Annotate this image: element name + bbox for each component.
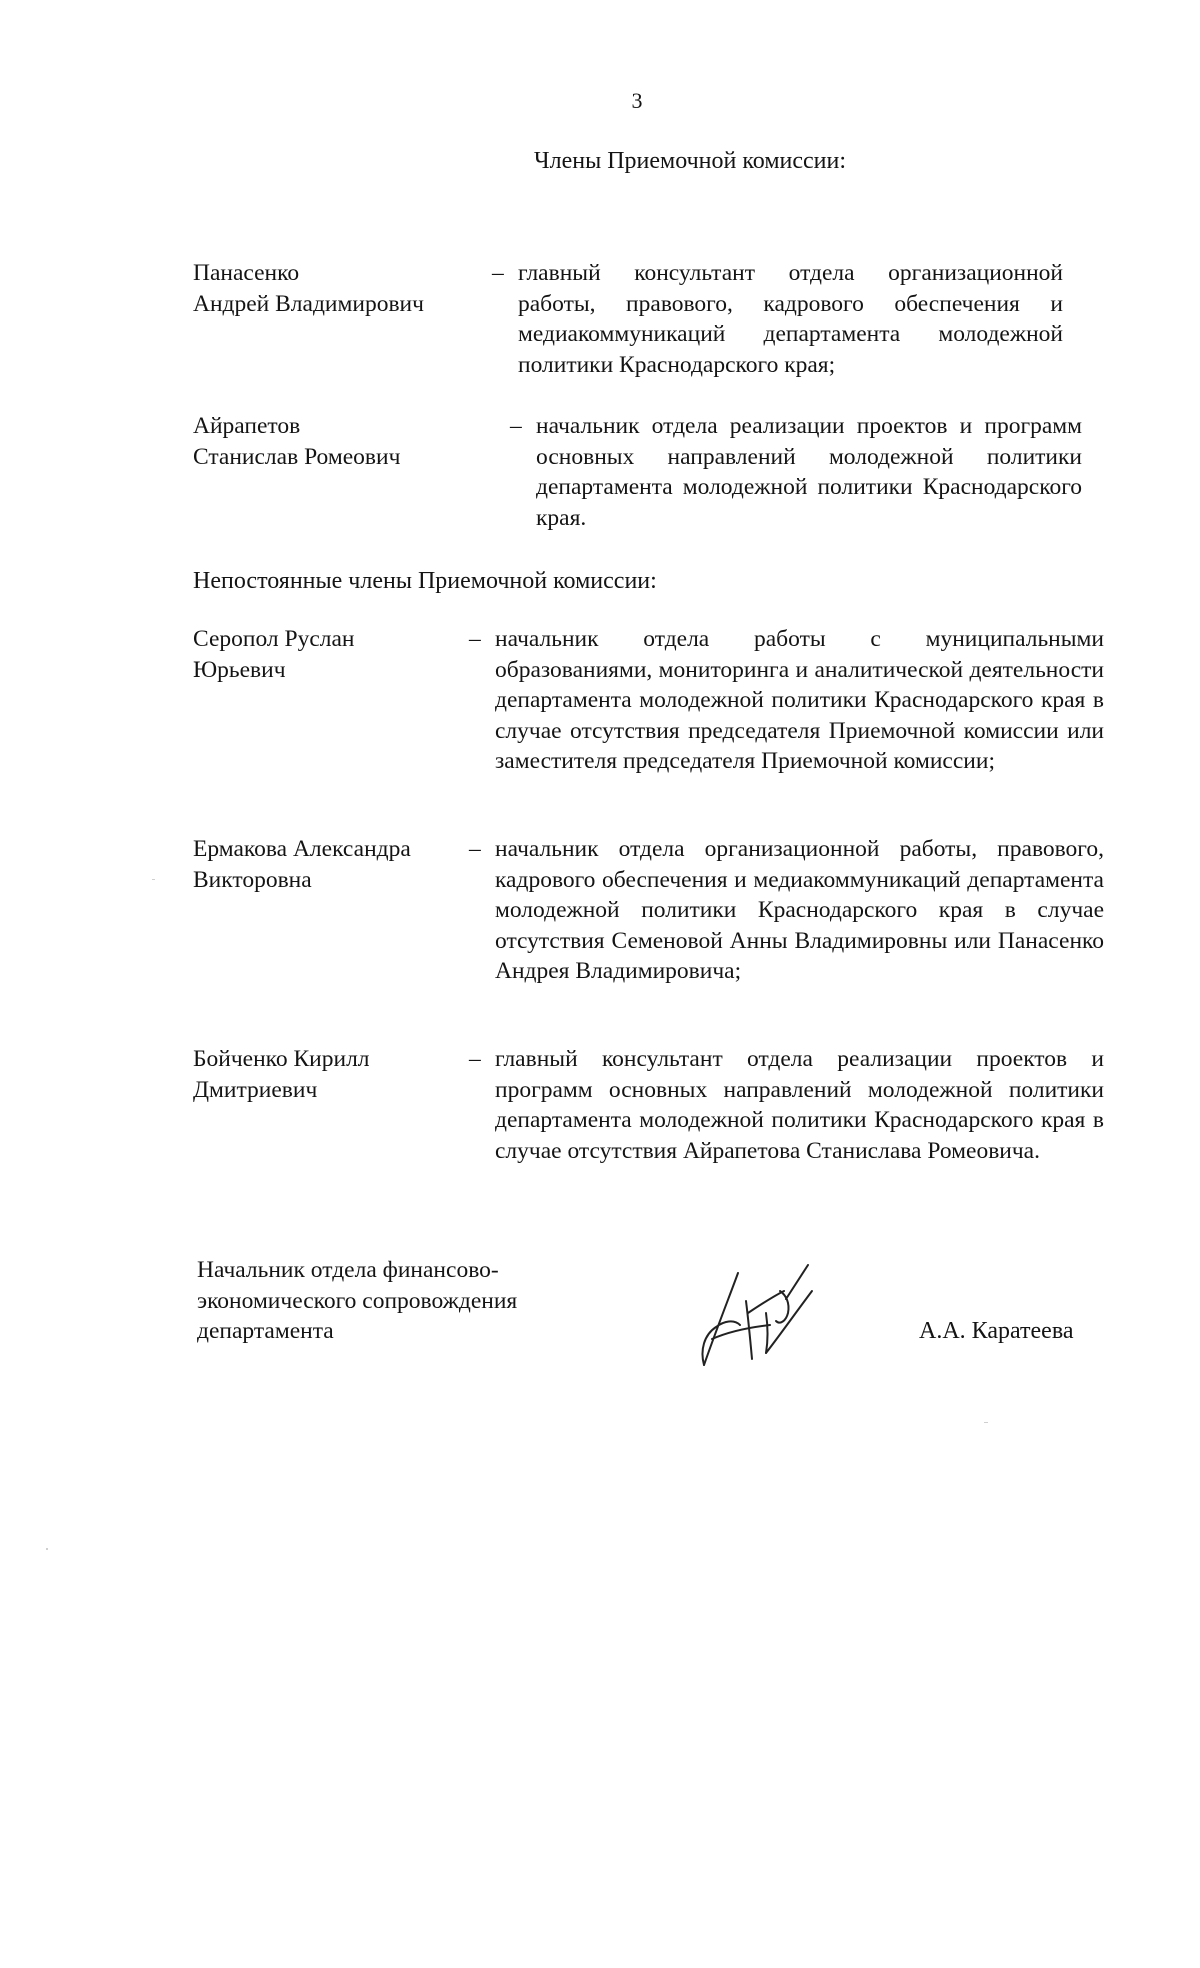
nonpermanent-heading: Непостоянные члены Приемочной комиссии: <box>193 568 657 594</box>
signatory-position-title: Начальник отдела финансово- экономического сопровождения департамента <box>197 1257 518 1344</box>
member-description-wrap <box>469 624 1104 777</box>
member-dash: – <box>469 836 481 862</box>
member-description: главный консультант отдела организационной работы, правового, кадрового обеспечения и медиакоммуникаций департамента молодежной политики Краснодарского края; <box>518 260 1063 378</box>
nonpermanent-member-entry <box>193 624 1104 777</box>
nonpermanent-member-entry <box>193 834 1104 987</box>
member-description-wrap <box>469 1044 1104 1166</box>
member-dash: – <box>469 1046 481 1072</box>
member-dash: – <box>469 626 481 652</box>
member-description: главный консультант отдела реализации проектов и программ основных направлений молодежной политики департамента молодежной политики Краснодарского края в случае отсутствия Айрапетова Станислава Ромеовича. <box>495 1046 1104 1164</box>
member-name: Бойченко Кирилл Дмитриевич <box>193 1046 370 1103</box>
member-name: Панасенко Андрей Владимирович <box>193 260 424 317</box>
member-name: Ермакова Александра Викторовна <box>193 836 411 893</box>
member-description-wrap <box>492 258 1063 380</box>
member-description-wrap <box>469 834 1104 987</box>
member-name: Айрапетов Станислав Ромеович <box>193 413 401 470</box>
member-dash: – <box>492 260 504 286</box>
scan-speck <box>152 879 155 880</box>
member-description: начальник отдела работы с муниципальными образованиями, мониторинга и аналитической деятельности департамента молодежной политики Краснодарского края в случае отсутствия председателя Приемочной комиссии или заместителя председателя Приемочной комиссии; <box>495 626 1104 774</box>
member-entry <box>193 258 1063 380</box>
member-description: начальник отдела организационной работы, правового, кадрового обеспечения и медиакоммуникаций департамента молодежной политики Краснодарского края в случае отсутствия Семеновой Анны Владимировны или Панасенко Андрея Владимировича; <box>495 836 1104 984</box>
member-entry <box>193 411 1082 533</box>
scan-speck <box>46 1548 48 1550</box>
page-number: 3 <box>631 88 643 113</box>
member-dash: – <box>510 413 522 439</box>
members-heading: Члены Приемочной комиссии: <box>534 148 847 174</box>
scan-speck <box>984 1422 988 1423</box>
member-name: Серопол Руслан Юрьевич <box>193 626 355 683</box>
member-description: начальник отдела реализации проектов и программ основных направлений молодежной политики департамента молодежной политики Краснодарского края. <box>536 413 1082 531</box>
nonpermanent-member-entry <box>193 1044 1104 1166</box>
handwritten-signature <box>690 1255 840 1375</box>
signer-name: А.А. Каратеева <box>919 1318 1074 1344</box>
member-description-wrap <box>510 411 1082 533</box>
